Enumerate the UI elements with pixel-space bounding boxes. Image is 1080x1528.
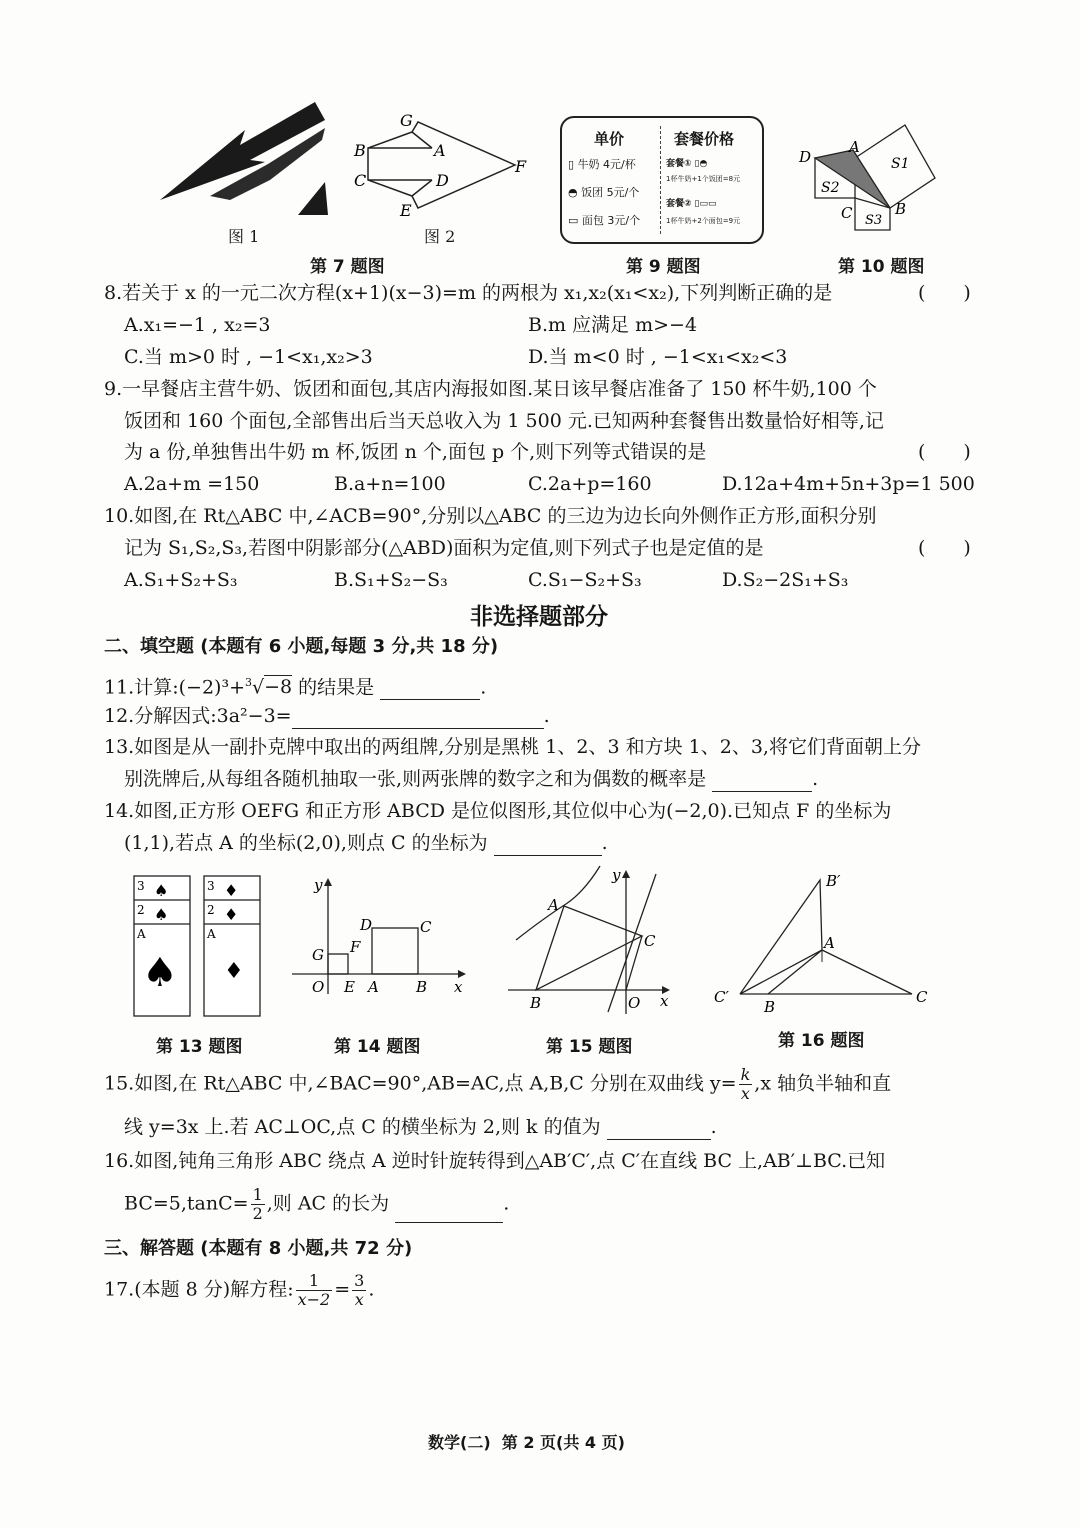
- fig15-label-c: C: [644, 932, 656, 950]
- q10-line1: 10.如图,在 Rt△ABC 中,∠ACB=90°,分别以△ABC 的三边为边长向外侧作正方形,面积分别: [104, 505, 877, 527]
- figure-10-svg: [795, 120, 945, 240]
- fig7-label-c: C: [354, 171, 367, 190]
- figure-15-svg: [504, 862, 684, 1022]
- diamond-card-3: 3: [207, 879, 215, 893]
- q14-answer-blank[interactable]: [494, 833, 602, 856]
- fig10-label-a: A: [849, 138, 860, 156]
- fig10-label-s3: S3: [865, 213, 883, 228]
- spade-card-a: A: [137, 927, 146, 941]
- fig16-label-c: C: [916, 988, 928, 1006]
- page-footer: 数学(二) 第 2 页(共 4 页): [428, 1433, 625, 1452]
- fig14-label-g: G: [312, 946, 324, 964]
- q14-line2: (1,1),若点 A 的坐标(2,0),则点 C 的坐标为 .: [124, 832, 608, 854]
- fig7-label-g: G: [400, 111, 413, 130]
- spade-card-2: 2: [137, 903, 145, 917]
- q9-option-b: B.a+n=100: [334, 473, 446, 495]
- q13-answer-blank[interactable]: [712, 769, 812, 792]
- q8-stem: 8.若关于 x 的一元二次方程(x+1)(x−3)=m 的两根为 x₁,x₂(x₁<x₂),下列判断正确的是: [104, 282, 833, 304]
- figure-13: [130, 870, 270, 1020]
- q16-answer-blank[interactable]: [395, 1200, 503, 1223]
- figure-7: [150, 100, 550, 250]
- fig14-label-o: O: [312, 978, 325, 996]
- spade-card-3: 3: [137, 879, 145, 893]
- fig16-label-a: A: [824, 934, 835, 952]
- poster-set2-desc: 1杯牛奶+2个面包=9元: [666, 217, 741, 225]
- q8-option-b: B.m 应满足 m>−4: [528, 314, 698, 336]
- q13-line1: 13.如图是从一副扑克牌中取出的两组牌,分别是黑桃 1、2、3 和方块 1、2、3,将它们背面朝上分: [104, 736, 921, 758]
- poster-set1: 套餐① ▯◓: [666, 159, 708, 169]
- q14-line1: 14.如图,正方形 OEFG 和正方形 ABCD 是位似图形,其位似中心为(−2,0).已知点 F 的坐标为: [104, 800, 892, 822]
- fig16-label-b: B: [764, 998, 776, 1016]
- fig7-label-b: B: [354, 141, 366, 160]
- diamond-card-a: A: [207, 927, 216, 941]
- figure-15: [504, 862, 684, 1022]
- shaded-triangle-abd: [815, 150, 890, 208]
- fig15-label-o: O: [628, 994, 641, 1012]
- fig7-sub2-caption: 图 2: [424, 227, 456, 246]
- q16-line1: 16.如图,钝角三角形 ABC 绕点 A 逆时针旋转得到△AB′C′,点 C′在直线 BC 上,AB′⊥BC.已知: [104, 1150, 886, 1172]
- figure-10: [795, 120, 945, 240]
- figure-14: [288, 870, 478, 1000]
- spade-suit-2: ♠: [154, 905, 169, 924]
- poster-set1-desc: 1杯牛奶+1个饭团=8元: [666, 175, 741, 183]
- poster-right-title: 套餐价格: [674, 130, 735, 148]
- fig14-label-d: D: [360, 916, 373, 934]
- fig14-label-f: F: [350, 938, 361, 956]
- fig16-label-bprime: B′: [826, 872, 841, 890]
- q10-option-a: A.S₁+S₂+S₃: [124, 569, 238, 591]
- diamond-suit-2: ♦: [224, 905, 239, 924]
- q12: 12.分解因式:3a²−3= .: [104, 705, 550, 727]
- q13-line2: 别洗牌后,从每组各随机抽取一张,则两张牌的数字之和为偶数的概率是 .: [124, 768, 819, 790]
- q9-option-a: A.2a+m =150: [124, 473, 260, 495]
- fig10-label-s2: S2: [821, 180, 840, 196]
- figure-16: [712, 866, 942, 1016]
- fig15-label-a: A: [548, 896, 559, 914]
- q9-option-c: C.2a+p=160: [528, 473, 652, 495]
- fig14-label-c: C: [420, 918, 432, 936]
- fig14-label-e: E: [344, 978, 355, 996]
- figure-16-svg: [712, 866, 942, 1016]
- fig9-caption: 第 9 题图: [626, 257, 701, 277]
- fig2-right: [412, 122, 515, 208]
- q8-answer-paren: ( ): [918, 282, 971, 304]
- diamond-suit-3: ♦: [224, 881, 239, 900]
- fig15-label-b: B: [530, 994, 542, 1012]
- poster-item-milk: ▯ 牛奶 4元/杯: [568, 158, 636, 171]
- q8-option-a: A.x₁=−1 , x₂=3: [124, 314, 271, 336]
- q11-answer-blank[interactable]: [380, 677, 480, 700]
- q9-line1: 9.一早餐店主营牛奶、饭团和面包,其店内海报如图.某日该早餐店准备了 150 杯牛奶,100 个: [104, 378, 877, 400]
- figure-13-svg: [130, 870, 270, 1020]
- fig10-caption: 第 10 题图: [838, 257, 925, 277]
- fig10-label-b: B: [895, 200, 907, 218]
- q8-option-c: C.当 m>0 时 , −1<x₁,x₂>3: [124, 346, 373, 368]
- q10-line2: 记为 S₁,S₂,S₃,若图中阴影部分(△ABD)面积为定值,则下列式子也是定值的是: [124, 537, 764, 559]
- section-title: 非选择题部分: [470, 604, 608, 630]
- q12-answer-blank[interactable]: [292, 706, 544, 729]
- poster-left-title: 单价: [594, 130, 625, 148]
- fig10-label-c: C: [841, 204, 853, 222]
- fig15-label-y: y: [612, 866, 621, 884]
- q10-option-d: D.S₂−2S₁+S₃: [722, 569, 849, 591]
- fig14-label-b: B: [416, 978, 428, 996]
- q15-line2: 线 y=3x 上.若 AC⊥OC,点 C 的横坐标为 2,则 k 的值为 .: [124, 1116, 717, 1138]
- q15-answer-blank[interactable]: [607, 1117, 711, 1140]
- diamond-big-icon: ♦: [224, 959, 244, 984]
- fig14-label-y: y: [314, 876, 323, 894]
- figure-7-svg: [150, 100, 550, 250]
- figure-14-svg: [288, 870, 478, 1000]
- fig10-label-d: D: [799, 148, 812, 166]
- q9-line2: 饭团和 160 个面包,全部售出后当天总收入为 1 500 元.已知两种套餐售出数量恰好相等,记: [124, 410, 884, 432]
- poster-item-bread: ▭ 面包 3元/个: [568, 214, 641, 227]
- fig14-caption: 第 14 题图: [334, 1037, 421, 1057]
- fig7-label-f: F: [515, 157, 527, 176]
- fig7-label-d: D: [436, 171, 449, 190]
- fig7-caption: 第 7 题图: [310, 257, 385, 277]
- fig15-caption: 第 15 题图: [546, 1037, 633, 1057]
- q10-option-b: B.S₁+S₂−S₃: [334, 569, 448, 591]
- q17: 17.(本题 8 分)解方程: $\frac{1}{x-2}$ = $\frac{3}{x}$ .: [104, 1271, 375, 1309]
- fig15-label-x: x: [660, 992, 669, 1010]
- figure-9-poster: [560, 116, 764, 244]
- fig2-left: [368, 132, 412, 196]
- fig16-label-cprime: C′: [714, 988, 729, 1006]
- fig13-caption: 第 13 题图: [156, 1037, 243, 1057]
- fig7-label-a: A: [434, 141, 446, 160]
- q16-line2: BC=5,tanC= $\frac{1}{2}$ ,则 AC 的长为 .: [124, 1185, 510, 1223]
- fig7-sub1-caption: 图 1: [228, 227, 260, 246]
- q10-answer-paren: ( ): [918, 537, 971, 559]
- q10-option-c: C.S₁−S₂+S₃: [528, 569, 642, 591]
- q11: 11.计算:(−2)³+$^3$√−8 的结果是 .: [104, 676, 487, 699]
- q9-answer-paren: ( ): [918, 441, 971, 463]
- q9-option-d: D.12a+4m+5n+3p=1 500: [722, 473, 975, 495]
- fig7-label-e: E: [400, 201, 412, 220]
- fig16-caption: 第 16 题图: [778, 1031, 865, 1051]
- part3-title: 三、解答题 (本题有 8 小题,共 72 分): [104, 1238, 413, 1259]
- diamond-card-2: 2: [207, 903, 215, 917]
- fig14-label-a: A: [368, 978, 379, 996]
- q8-option-d: D.当 m<0 时 , −1<x₁<x₂<3: [528, 346, 788, 368]
- fig10-label-s1: S1: [891, 156, 910, 172]
- poster-set2: 套餐② ▯▭▭: [666, 199, 717, 209]
- spade-big-icon: ♠: [142, 950, 178, 996]
- spade-suit-3: ♠: [154, 881, 169, 900]
- poster-item-riceball: ◓ 饭团 5元/个: [568, 186, 640, 199]
- fig1-arrow-tail: [298, 182, 328, 215]
- poster-divider: [660, 126, 661, 234]
- part2-title: 二、填空题 (本题有 6 小题,每题 3 分,共 18 分): [104, 636, 499, 657]
- q15-line1: 15.如图,在 Rt△ABC 中,∠BAC=90°,AB=AC,点 A,B,C 分别在双曲线 y= $\frac{k}{x}$ ,x 轴负半轴和直: [104, 1065, 892, 1103]
- q9-line3: 为 a 份,单独售出牛奶 m 杯,饭团 n 个,面包 p 个,则下列等式错误的是: [124, 441, 707, 463]
- fig14-label-x: x: [454, 978, 463, 996]
